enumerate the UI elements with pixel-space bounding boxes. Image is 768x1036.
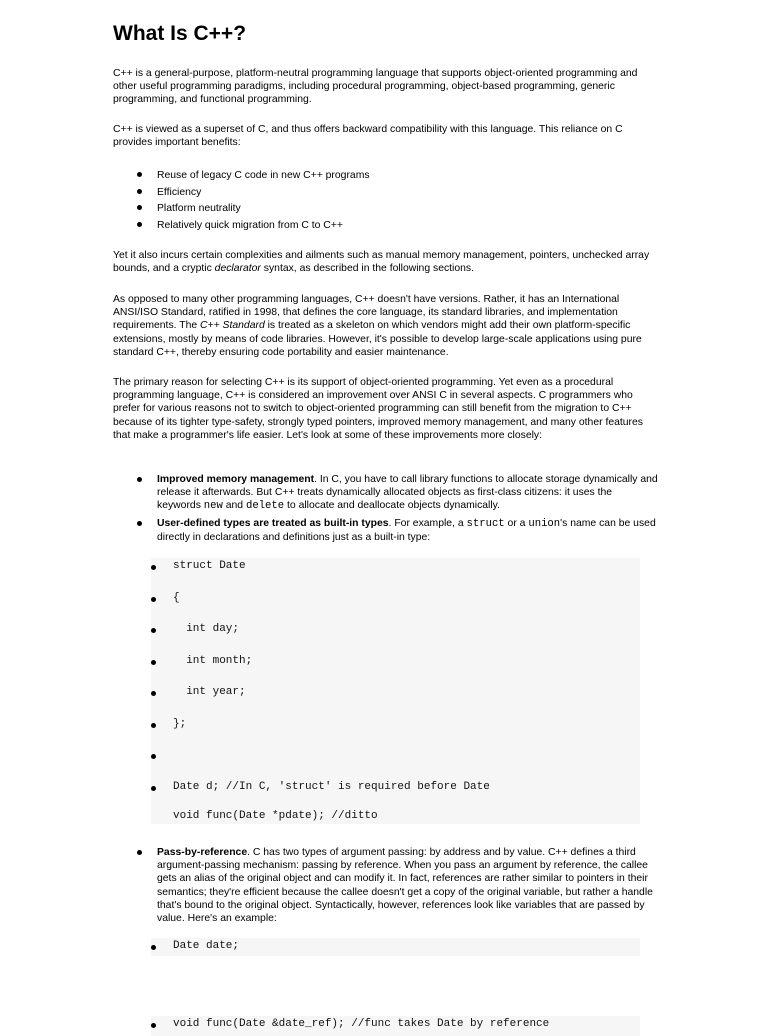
- text: As opposed to many other programming languages, C++ doesn't have versions. Rather, it has an International ANSI/ISO Standard, ratified in 1998, that defines the core language, its standard libraries, and implementation requirements. The: [113, 294, 620, 332]
- improvements-list-b: [113, 846, 658, 925]
- keyword-struct: struct: [466, 517, 505, 530]
- text: or a: [504, 517, 529, 529]
- complexities-paragraph: [113, 249, 658, 275]
- bullet-dot: [151, 723, 156, 728]
- code-line: int month;: [173, 655, 253, 667]
- superset-paragraph: C++ is viewed as a superset of C, and thus offers backward compatibility with this language. This reliance on C provides important benefits:: [113, 124, 623, 149]
- code-line: Date date;: [173, 940, 240, 952]
- text: to allocate and deallocate objects dynamically.: [284, 500, 500, 512]
- item-heading: User-defined types are treated as built-in types: [157, 517, 389, 529]
- pass-by-reference-item: [113, 846, 658, 925]
- cpp-standard-term: C++ Standard: [200, 320, 265, 332]
- item-heading: Pass-by-reference: [157, 847, 248, 858]
- user-defined-types-item: [113, 517, 658, 544]
- bullet-dot: [151, 945, 156, 950]
- benefits-list: [113, 168, 658, 234]
- code-line: int day;: [173, 623, 240, 635]
- code-line: };: [173, 718, 187, 730]
- list-item: Reuse of legacy C code in new C++ programs: [113, 168, 658, 185]
- bullet-dot: [151, 691, 156, 696]
- list-item: Efficiency: [113, 185, 658, 202]
- bullet-dot: [151, 786, 156, 791]
- text: Yet it also incurs certain complexities and ailments such as manual memory management, pointers, unchecked array bounds, and a cryptic: [113, 250, 650, 275]
- code-line: {: [173, 592, 180, 604]
- code-line: Date d; //In C, 'struct' is required before Date: [173, 781, 490, 793]
- text: . In C, you have to call library functions to allocate storage dynamically and release it afterwards. But C++ treats dynamically allocated objects as first-class citizens: it uses the keywords: [157, 474, 658, 512]
- intro-paragraph: C++ is a general-purpose, platform-neutral programming language that supports object-oriented programming and other useful programming paradigms, including procedural programming, object-based programming, generic programming, and functional programming.: [113, 68, 638, 106]
- bullet-dot: [151, 565, 156, 570]
- text: is treated as a skeleton on which vendors might add their own platform-specific extensions, mostly by means of code libraries. However, it's possible to develop large-scale applications using pure standard C++, thereby ensuring code portability and easier maintenance.: [113, 320, 642, 358]
- code-line: struct Date: [173, 560, 246, 572]
- bullet-dot: [151, 754, 156, 759]
- code-block-struct: [151, 558, 640, 824]
- page-title: What Is C++?: [113, 22, 247, 45]
- code-line: void func(Date *pdate); //ditto: [173, 810, 378, 822]
- code-line: void func(Date &date_ref); //func takes Date by reference: [173, 1018, 550, 1030]
- text: . For example, a: [388, 517, 467, 529]
- text: . C has two types of argument passing: by address and by value. C++ defines a third argument-passing mechanism: passing by reference. When you pass an argument by reference, the callee gets an alias of the original object and can modify it. In fact, references are rather similar to pointers in their semantics; they're efficient because the callee doesn't get a copy of the original variable, but rather a handle that's bound to the original object. Syntactically, however, references look like variables that are passed by value. Here's an example:: [157, 847, 653, 925]
- keyword-union: union: [528, 517, 561, 530]
- code-block-reference: [151, 938, 640, 956]
- code-line: int year;: [173, 686, 246, 698]
- item-heading: Improved memory management: [157, 474, 315, 485]
- list-item: Platform neutrality: [113, 201, 658, 218]
- memory-management-item: [113, 473, 658, 514]
- text: syntax, as described in the following sections.: [260, 263, 475, 275]
- improvements-list-a: [113, 473, 658, 544]
- oop-paragraph: The primary reason for selecting C++ is its support of object-oriented programming. Yet even as a procedural programming language, C++ is considered an improvement over ANSI C in several aspects. C programmers who prefer for various reasons not to switch to object-oriented programming can still benefit from the migration to C++ because of its tighter type-safety, strongly typed pointers, improved memory management, and many other features that make a programmer's life easier. Let's look at some of these improvements more closely:: [113, 377, 643, 441]
- text: and: [222, 500, 246, 512]
- list-item: Relatively quick migration from C to C++: [113, 218, 658, 235]
- text: 's name can be used directly in declarations and definitions just as a built-in type:: [157, 517, 656, 543]
- bullet-dot: [151, 660, 156, 665]
- declarator-term: declarator: [214, 263, 261, 275]
- bullet-dot: [151, 628, 156, 633]
- standard-paragraph: [113, 293, 658, 359]
- keyword-delete: delete: [245, 500, 285, 513]
- bullet-dot: [151, 597, 156, 602]
- code-block-reference-continued: [151, 1016, 640, 1036]
- keyword-new: new: [203, 500, 223, 513]
